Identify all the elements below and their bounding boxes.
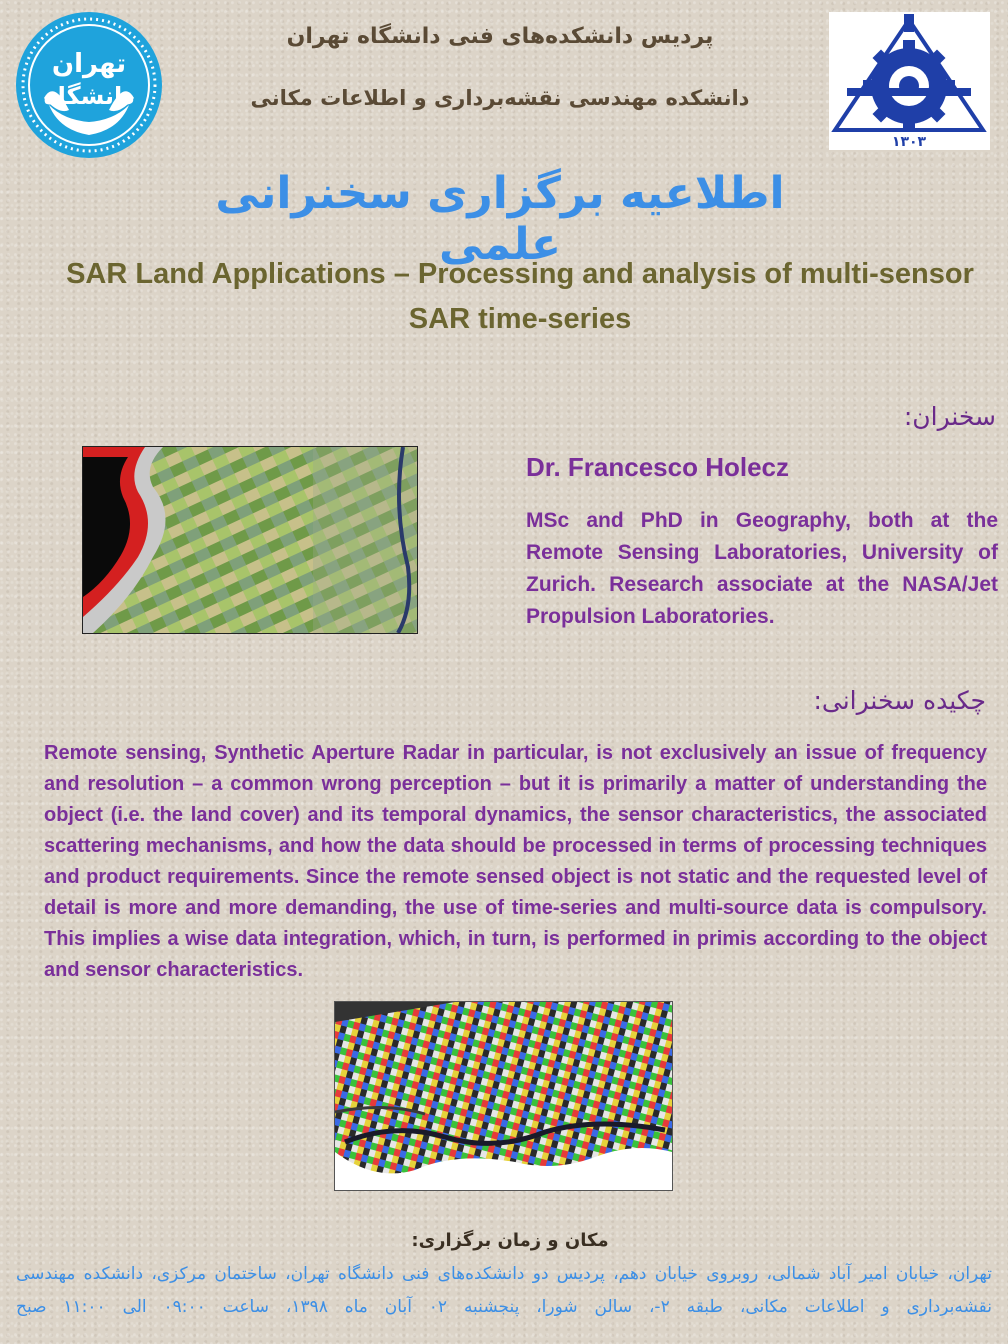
abstract-text: Remote sensing, Synthetic Aperture Radar in particular, is not exclusively an issue of frequency and resolution – a common wrong perception – but it is primarily a matter of understanding the object (i.e. the land cover) and its temporal dynamics, the sensor characteristics, the associated scattering mechanisms, and how the data should be processed in terms of processing techniques and product requirements. Since the remote sensed object is not static and the requested level of detail is more and more demanding, the use of time-series and multi-source data is compulsory. This implies a wise data integration, which, in turn, is performed in primis according to the object and sensor characteristics.: [44, 742, 987, 981]
svg-text:تهران: تهران: [51, 49, 127, 79]
university-of-tehran-logo-icon: [14, 10, 164, 160]
sar-map-image: [334, 1001, 673, 1191]
engineering-gear-logo-icon: [829, 12, 990, 150]
satellite-image: [82, 446, 418, 634]
talk-title: SAR Land Applications – Processing and analysis of multi-sensor SAR time-series: [66, 258, 974, 335]
institute-name: پردیس دانشکده‌های فنی دانشگاه تهران: [286, 24, 714, 49]
announcement-title: اطلاعیه برگزاری سخنرانی علمی: [215, 168, 785, 270]
svg-text:دانشگاه: دانشگاه: [43, 82, 135, 110]
speaker-name: Dr. Francesco Holecz: [526, 452, 789, 482]
venue-text: تهران، خیابان امیر آباد شمالی، روبروی خیابان دهم، پردیس دو دانشکده‌های فنی دانشگاه تهران، ساختمان مرکزی، دانشکده مهندسی نقشه‌برداری و اطلاعات مکانی، طبقه ۲-، سالن شورا، پنجشنبه ۰۲ آبان ماه ۱۳۹۸، ساعت ۰۹:۰۰ الی ۱۱:۰۰ صبح: [16, 1264, 992, 1317]
abstract-label: چکیده سخنرانی:: [813, 686, 986, 715]
venue-label: مکان و زمان برگزاری:: [411, 1230, 609, 1251]
logo-year: ۱۳۰۳: [891, 134, 927, 150]
faculty-name: دانشکده مهندسی نقشه‌برداری و اطلاعات مکانی: [250, 86, 750, 110]
speaker-bio: MSc and PhD in Geography, both at the Remote Sensing Laboratories, University of Zurich. Research associate at the NASA/Jet Propulsion Laboratories.: [526, 509, 998, 628]
speaker-label: سخنران:: [903, 402, 996, 431]
